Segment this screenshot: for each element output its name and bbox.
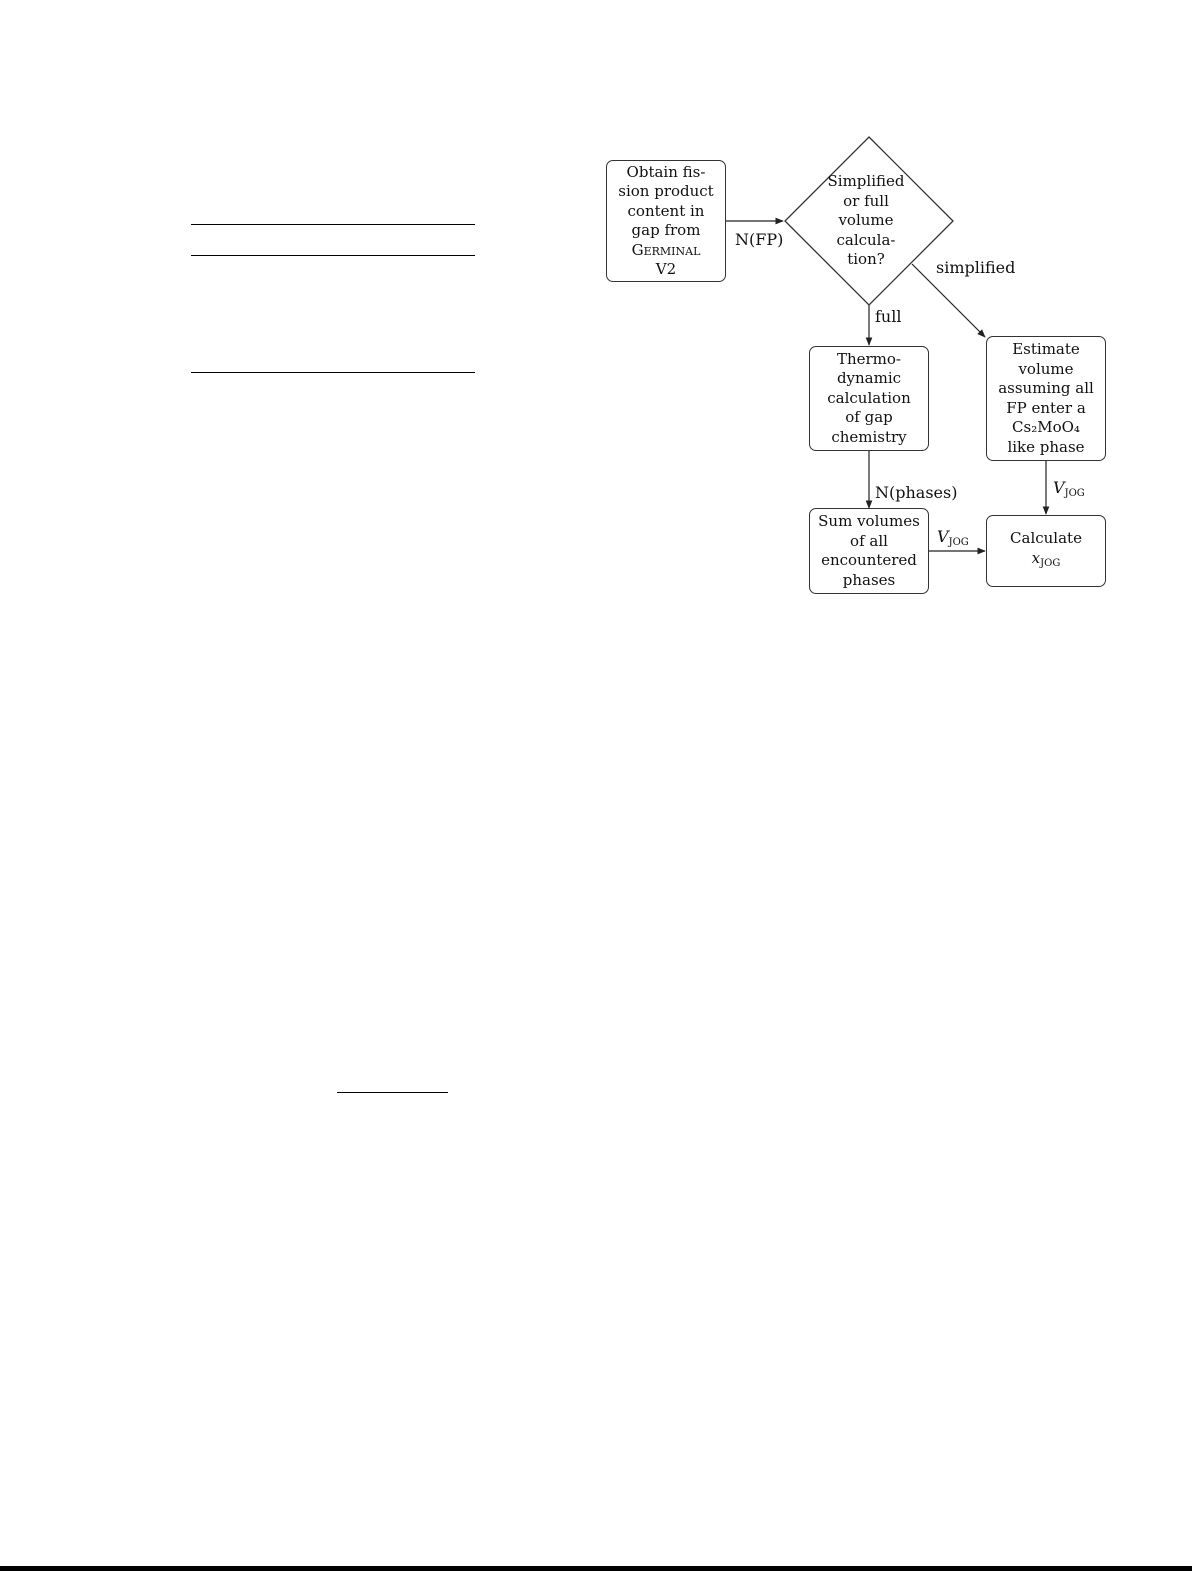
edge-label-nfp: N(FP) xyxy=(735,230,784,249)
sum-node-text: Sum volumes of all encountered phases xyxy=(818,512,920,589)
edge-label-simplified: simplified xyxy=(936,258,1016,277)
page-bottom-edge xyxy=(0,1566,1192,1571)
start-node-code-name: Germinal xyxy=(631,240,701,259)
calc-node-text: Calculate xyxy=(1010,529,1082,547)
calc-node-variable-subscript: JOG xyxy=(1040,557,1061,569)
sum-node xyxy=(809,508,929,594)
thermo-node xyxy=(809,346,929,451)
thermo-node-text: Thermo- dynamic calculation of gap chemistry xyxy=(827,349,911,446)
edge-label-vjog-right xyxy=(1053,478,1085,504)
vjog-symbol: V xyxy=(1053,478,1065,497)
estimate-node-formula: Cs₂MoO₄ xyxy=(1012,418,1080,436)
estimate-node xyxy=(986,336,1106,461)
start-node-text: Obtain fis- sion product content in gap from xyxy=(618,162,714,239)
edge-label-vjog-bottom xyxy=(937,527,969,553)
vjog-symbol: V xyxy=(937,527,949,546)
edge-label-nphases: N(phases) xyxy=(875,483,958,502)
vjog-subscript: JOG xyxy=(948,537,969,548)
estimate-node-tail: like phase xyxy=(1007,437,1085,456)
start-node xyxy=(606,160,726,282)
calc-node xyxy=(986,515,1106,587)
vjog-subscript: JOG xyxy=(1064,488,1085,499)
estimate-node-text: Estimate volume assuming all FP enter a xyxy=(998,340,1094,417)
calc-node-variable: x xyxy=(1031,548,1041,567)
edge-label-full: full xyxy=(875,307,902,326)
decision-node-text: Simplified or full volume calcula- tion? xyxy=(827,172,905,268)
start-node-tail: V2 xyxy=(655,260,677,278)
